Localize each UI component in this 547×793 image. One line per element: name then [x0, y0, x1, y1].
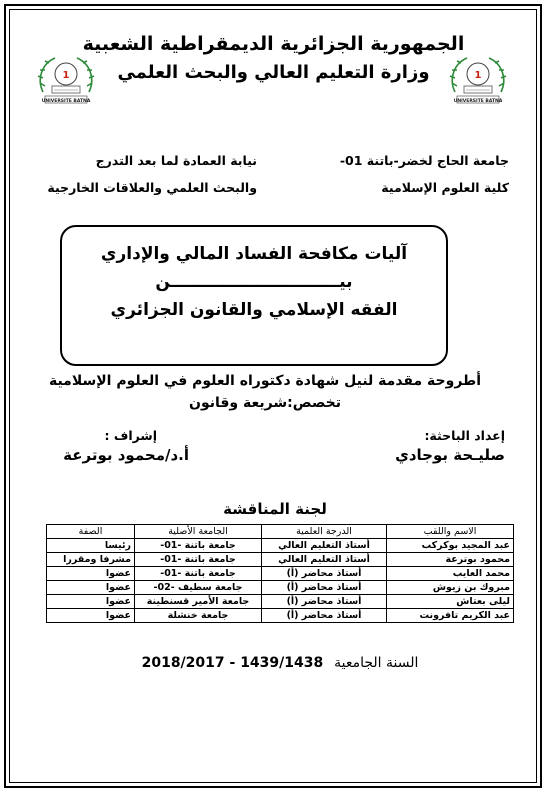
thesis-title-line-2: بيـــــــــــــــــــــــــــــن — [155, 272, 353, 292]
svg-text:1: 1 — [474, 70, 482, 81]
academic-year-value: 2018/2017 - 1439/1438 — [141, 655, 324, 671]
thesis-title-line-3: الفقه الإسلامي والقانون الجزائري — [110, 300, 398, 320]
committee-header-row — [47, 525, 514, 539]
university-name: جامعة الحاج لخضر-باتنة 01- — [339, 153, 509, 168]
supervisor-name: أ.د/محمود بوترعة — [63, 446, 189, 464]
thesis-title-box — [60, 225, 448, 366]
member-role: عضوا — [47, 581, 135, 595]
supervision-label: إشراف : — [104, 428, 157, 443]
member-rank: أستاذ التعليم العالي — [262, 539, 387, 553]
member-rank: أستاذ محاضر (أ) — [262, 581, 387, 595]
deanship-line-1: نيابة العمادة لما بعد التدرج — [95, 153, 257, 168]
svg-text:1: 1 — [62, 70, 70, 81]
academic-year-label: السنة الجامعية — [334, 655, 419, 671]
svg-text:UNIVERSITE BATNA: UNIVERSITE BATNA — [453, 99, 503, 104]
member-rank: أستاذ التعليم العالي — [262, 553, 387, 567]
member-name: ليلى بعتاش — [387, 595, 514, 609]
member-role: عضوا — [47, 567, 135, 581]
member-rank: أستاذ محاضر (أ) — [262, 609, 387, 623]
deanship-line-2: والبحث العلمي والعلاقات الخارجية — [47, 180, 257, 195]
svg-text:UNIVERSITE BATNA: UNIVERSITE BATNA — [41, 99, 91, 104]
member-role: عضوا — [47, 595, 135, 609]
university-logo-left — [35, 52, 97, 114]
member-name: محمد العايب — [387, 567, 514, 581]
member-name: مبروك بن زيوش — [387, 581, 514, 595]
header-name: الاسم واللقب — [387, 525, 514, 539]
faculty-name: كلية العلوم الإسلامية — [381, 180, 509, 195]
committee-row — [47, 553, 514, 567]
committee-row — [47, 609, 514, 623]
member-rank: أستاذ محاضر (أ) — [262, 595, 387, 609]
academic-year — [120, 655, 440, 671]
member-role: مشرفا ومقررا — [47, 553, 135, 567]
member-university: جامعة باتنة -01- — [135, 567, 262, 581]
student-name: صليـحة بوجادي — [395, 446, 505, 464]
committee-row — [47, 581, 514, 595]
thesis-specialty: تخصص:شريعة وقانون — [189, 395, 341, 411]
member-university: جامعة الأمير قسنطينة — [135, 595, 262, 609]
member-university: جامعة باتنة -01- — [135, 553, 262, 567]
member-name: عبد الكريم تافرونت — [387, 609, 514, 623]
header-rank: الدرجة العلمية — [262, 525, 387, 539]
university-logo-right — [447, 52, 509, 114]
ministry-title: وزارة التعليم العالي والبحث العلمي — [117, 62, 430, 83]
member-name: محمود بوترعة — [387, 553, 514, 567]
committee-title: لجنة المناقشة — [223, 500, 327, 518]
header-university: الجامعة الأصلية — [135, 525, 262, 539]
member-role: عضوا — [47, 609, 135, 623]
republic-title: الجمهورية الجزائرية الديمقراطية الشعبية — [82, 33, 465, 55]
member-university: جامعة باتنة -01- — [135, 539, 262, 553]
member-name: عبد المجيد بوكركب — [387, 539, 514, 553]
committee-row — [47, 595, 514, 609]
committee-row — [47, 539, 514, 553]
thesis-title-line-1: آليات مكافحة الفساد المالي والإداري — [100, 244, 408, 264]
prepared-by-label: إعداد الباحثة: — [424, 428, 505, 443]
committee-table — [46, 524, 514, 623]
member-university: جامعة خنشلة — [135, 609, 262, 623]
thesis-purpose: أطروحة مقدمة لنيل شهادة دكتوراه العلوم في العلوم الإسلامية — [48, 373, 482, 389]
header-role: الصفة — [47, 525, 135, 539]
member-role: رئيسا — [47, 539, 135, 553]
committee-row — [47, 567, 514, 581]
member-rank: أستاذ محاضر (أ) — [262, 567, 387, 581]
member-university: جامعة سطيف -02- — [135, 581, 262, 595]
